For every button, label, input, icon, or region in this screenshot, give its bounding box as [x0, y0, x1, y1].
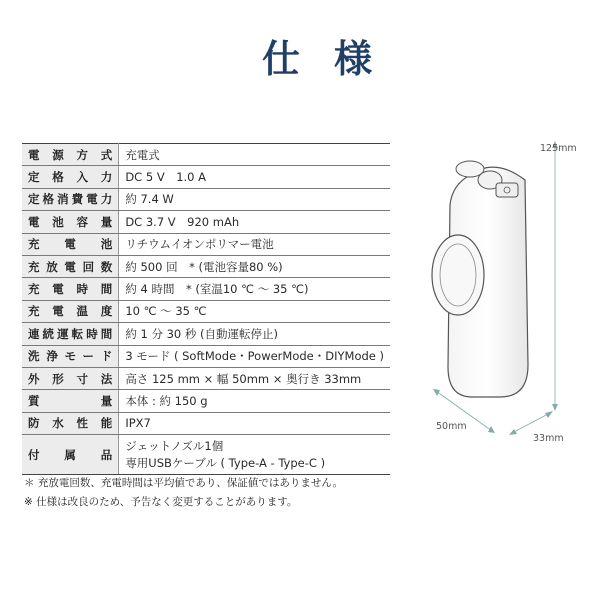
button [496, 183, 518, 197]
spec-table [22, 143, 390, 475]
depth-dimension-line [512, 413, 550, 433]
spec-value: 約 7.4 W [119, 188, 390, 210]
spec-row [22, 233, 390, 255]
notes [24, 474, 343, 512]
spec-row [22, 255, 390, 277]
spec-row [22, 278, 390, 300]
accessory-nozzle: ジェットノズル1個 [125, 438, 224, 453]
spec-row [22, 367, 390, 389]
spec-value: DC 3.7 V 920 mAh [119, 211, 390, 233]
note-average: ＊ 充放電回数、充電時間は平均値であり、保証値ではありません。 [24, 477, 343, 489]
spec-label: 充放電回数 [22, 255, 119, 277]
spec-row [22, 390, 390, 412]
spec-value: 3 モード ( SoftMode・PowerMode・DIYMode ) [119, 345, 390, 367]
spec-label: 連続運転時間 [22, 323, 119, 345]
spec-row [22, 345, 390, 367]
spec-label: 質量 [22, 390, 119, 412]
note-change: ※ 仕様は改良のため、予告なく変更することがあります。 [24, 496, 298, 508]
spec-row [22, 188, 390, 210]
spec-value: 本体 : 約 150 g [119, 390, 390, 412]
spec-label: 洗浄モード [22, 345, 119, 367]
spec-row [22, 300, 390, 322]
spec-label: 充電温度 [22, 300, 119, 322]
spec-row [22, 412, 390, 434]
device-figure [400, 135, 600, 455]
spec-row-accessories [22, 435, 390, 475]
spec-value: 約 4 時間 * (室温10 ℃ ～ 35 ℃) [119, 278, 390, 300]
spec-value: 約 1 分 30 秒 (自動運転停止) [119, 323, 390, 345]
depth-label: 33mm [533, 433, 564, 444]
spec-value: 約 500 回 * (電池容量80 %) [119, 255, 390, 277]
accessory-cable: 専用USBケーブル ( Type-A - Type-C ) [125, 455, 326, 470]
spec-label: 電池容量 [22, 211, 119, 233]
height-label: 125mm [540, 143, 577, 154]
spec-label: 充電池 [22, 233, 119, 255]
spec-value: 高さ 125 mm × 幅 50mm × 奥行き 33mm [119, 367, 390, 389]
spec-label: 電源方式 [22, 144, 119, 166]
spec-row [22, 144, 390, 166]
spec-label: 付属品 [22, 435, 119, 475]
spec-value: リチウムイオンポリマー電池 [119, 233, 390, 255]
spec-label: 充電時間 [22, 278, 119, 300]
page-title: 仕様 [261, 36, 406, 81]
spec-value: 10 ℃ ～ 35 ℃ [119, 300, 390, 322]
spec-label: 定格消費電力 [22, 188, 119, 210]
spec-value: 充電式 [119, 144, 390, 166]
spec-label: 防水性能 [22, 412, 119, 434]
spec-row [22, 166, 390, 188]
spec-value [119, 435, 390, 475]
device-illustration [400, 135, 600, 455]
spec-row [22, 323, 390, 345]
spec-label: 定格入力 [22, 166, 119, 188]
spec-label: 外形寸法 [22, 367, 119, 389]
spec-row [22, 211, 390, 233]
width-label: 50mm [436, 421, 467, 432]
spec-value: IPX7 [119, 412, 390, 434]
spec-value: DC 5 V 1.0 A [119, 166, 390, 188]
